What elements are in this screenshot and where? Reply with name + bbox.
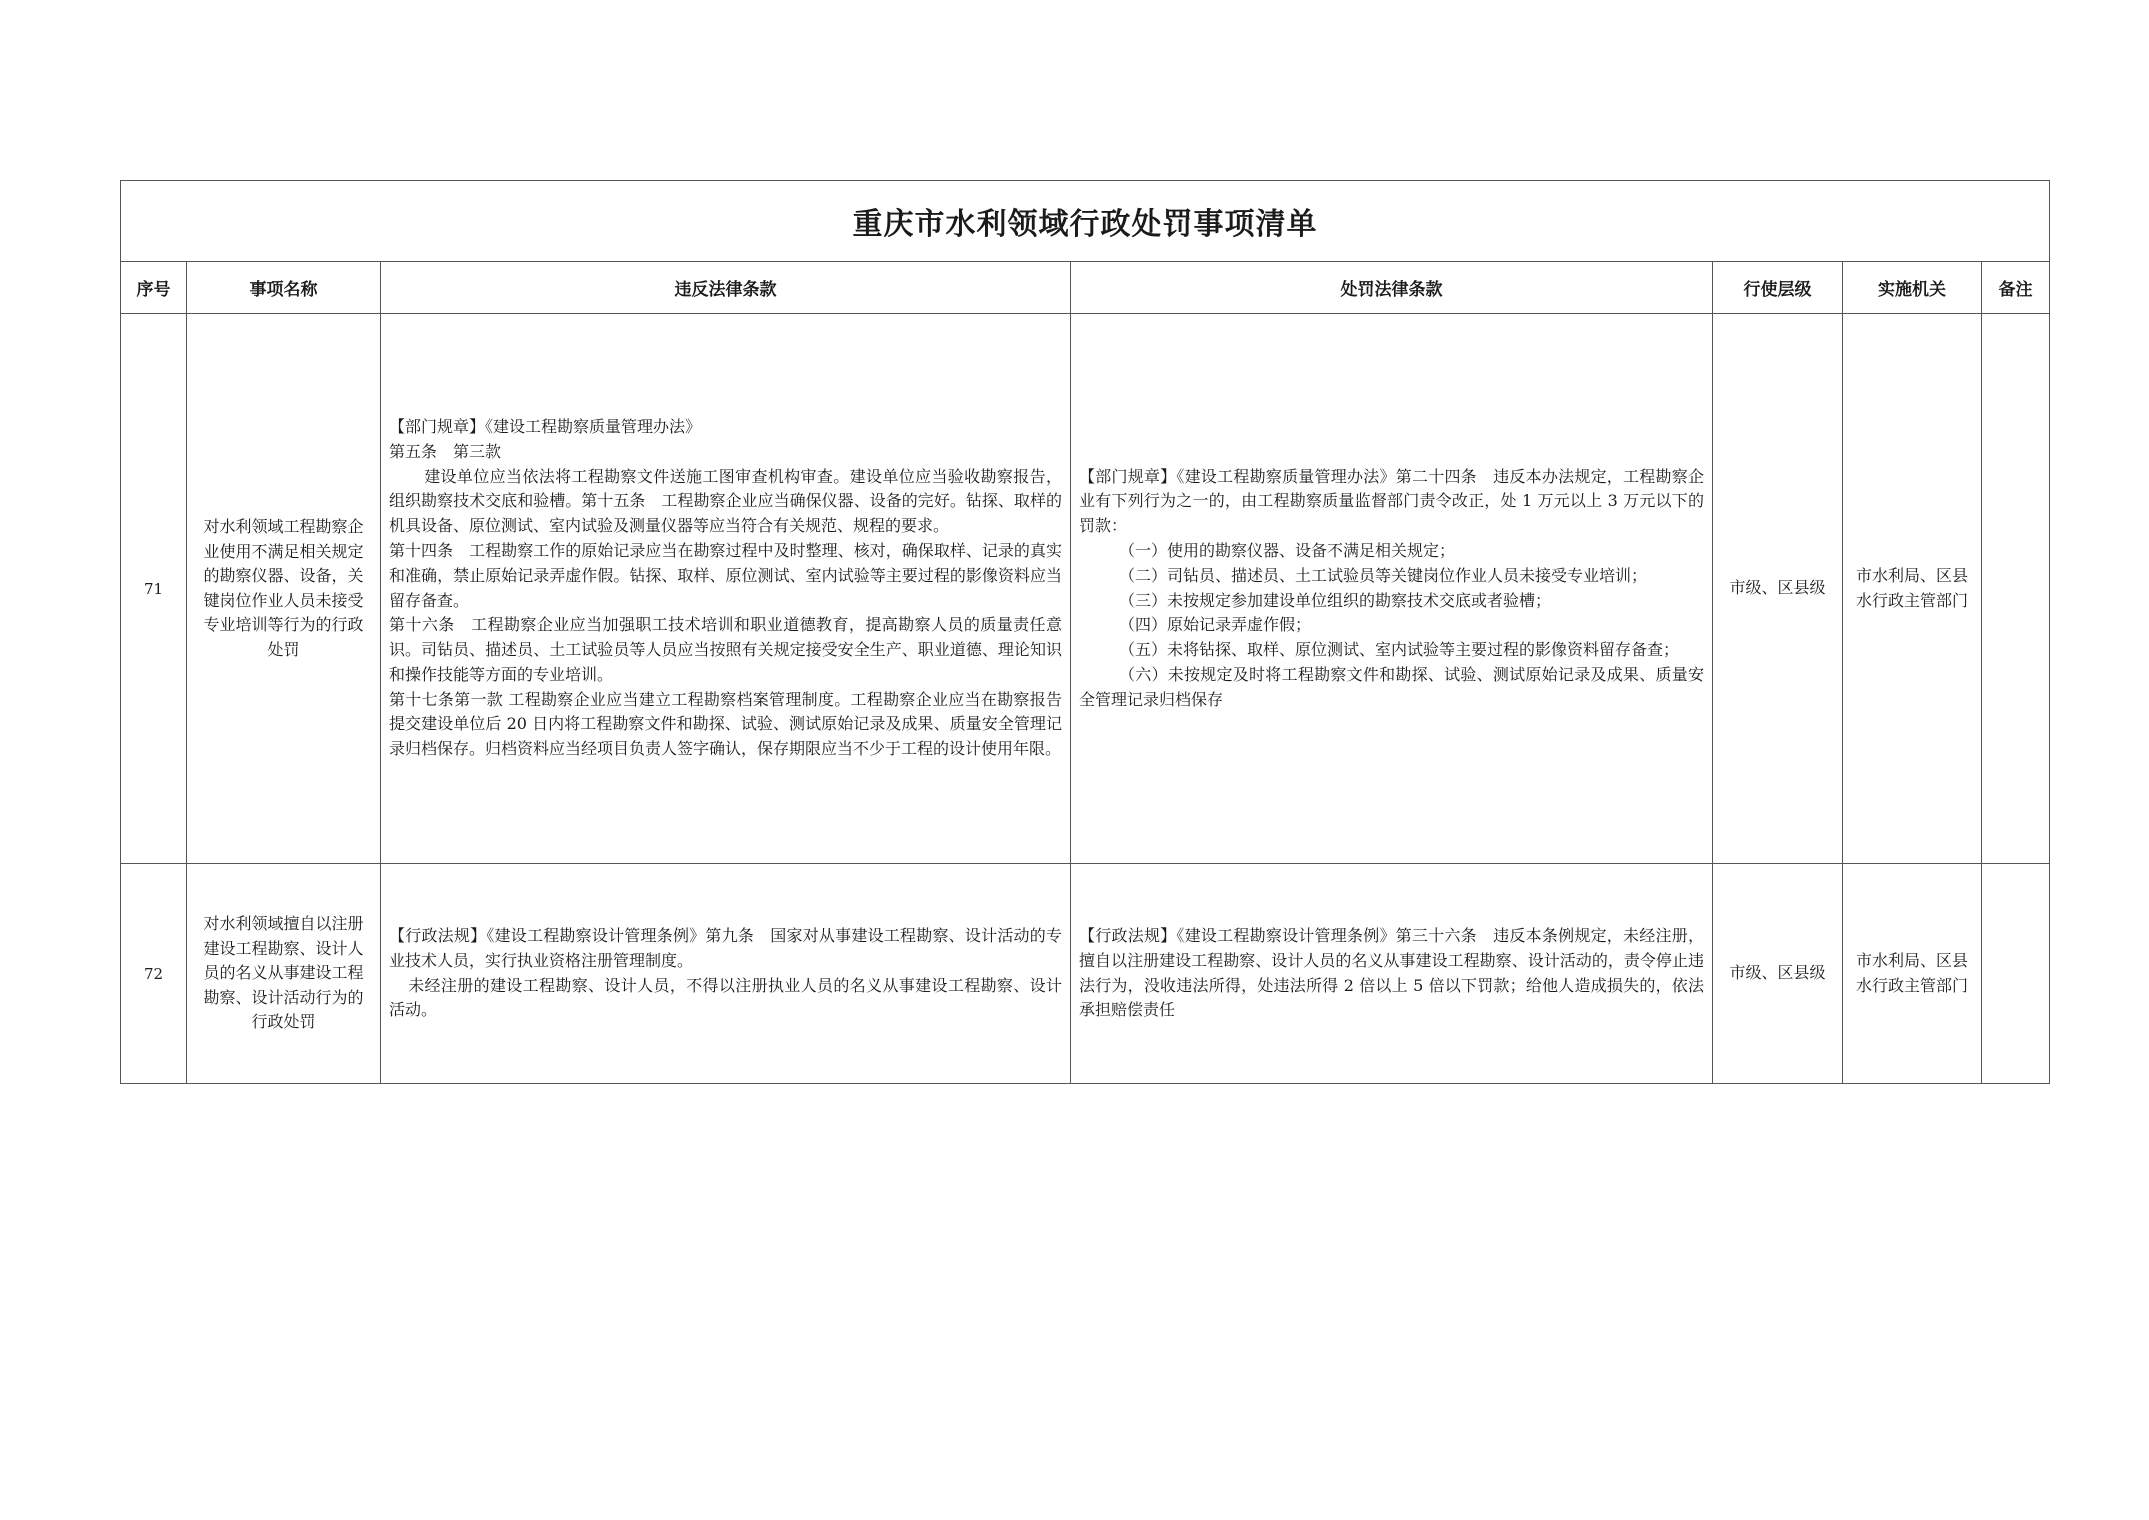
violation-paragraph: 【行政法规】《建设工程勘察设计管理条例》第九条 国家对从事建设工程勘察、设计活动的专业技术人员，实行执业资格注册管理制度。 (389, 925, 1062, 970)
violation-paragraph: 【部门规章】《建设工程勘察质量管理办法》 (389, 416, 702, 436)
row-penalty-text (1071, 864, 1713, 1084)
penalty-table (120, 180, 2050, 1084)
row-level: 市级、区县级 (1713, 314, 1843, 864)
header-row (121, 262, 2050, 314)
row-item-name: 对水利领域工程勘察企业使用不满足相关规定的勘察仪器、设备，关键岗位作业人员未接受专业培训等行为的行政处罚 (187, 314, 381, 864)
penalty-paragraph: （三）未按规定参加建设单位组织的勘察技术交底或者验槽； (1119, 590, 1552, 610)
row-agency: 市水利局、区县水行政主管部门 (1843, 314, 1982, 864)
row-penalty-text (1071, 314, 1713, 864)
violation-paragraph: 第十七条第一款 工程勘察企业应当建立工程勘察档案管理制度。工程勘察企业应当在勘察报告提交建设单位后 20 日内将工程勘察文件和勘探、试验、测试原始记录及成果、质量安全管理记录归档保存。归档资料应当经项目负责人签字确认，保存期限应当不少于工程的设计使用年限。 (389, 689, 1062, 759)
table-row (121, 314, 2050, 864)
row-seq: 71 (121, 314, 187, 864)
penalty-paragraph: （六）未按规定及时将工程勘察文件和勘探、试验、测试原始记录及成果、质量安全管理记录归档保存 (1079, 664, 1704, 709)
penalty-paragraph: 【部门规章】《建设工程勘察质量管理办法》第二十四条 违反本办法规定，工程勘察企业有下列行为之一的，由工程勘察质量监督部门责令改正，处 1 万元以上 3 万元以下的罚款： (1079, 466, 1704, 536)
header-penalty: 处罚法律条款 (1071, 262, 1713, 314)
header-seq: 序号 (121, 262, 187, 314)
header-level: 行使层级 (1713, 262, 1843, 314)
violation-paragraph: 第五条 第三款 (389, 441, 502, 461)
header-name: 事项名称 (187, 262, 381, 314)
violation-paragraph: 第十六条 工程勘察企业应当加强职工技术培训和职业道德教育，提高勘察人员的质量责任意识。司钻员、描述员、土工试验员等人员应当按照有关规定接受安全生产、职业道德、理论知识和操作技能等方面的专业培训。 (389, 615, 1062, 684)
penalty-paragraph: （一）使用的勘察仪器、设备不满足相关规定； (1119, 540, 1456, 560)
header-note: 备注 (1982, 262, 2050, 314)
violation-paragraph: 建设单位应当依法将工程勘察文件送施工图审查机构审查。建设单位应当验收勘察报告，组织勘察技术交底和验槽。第十五条 工程勘察企业应当确保仪器、设备的完好。钻探、取样的机具设备、原位测试、室内试验及测量仪器等应当符合有关规范、规程的要求。 (389, 466, 1062, 536)
row-note (1982, 314, 2050, 864)
header-violation: 违反法律条款 (381, 262, 1071, 314)
header-agency: 实施机关 (1843, 262, 1982, 314)
page-title: 重庆市水利领域行政处罚事项清单 (121, 181, 2050, 262)
penalty-paragraph: 【行政法规】《建设工程勘察设计管理条例》第三十六条 违反本条例规定，未经注册，擅自以注册建设工程勘察、设计人员的名义从事建设工程勘察、设计活动的，责令停止违法行为，没收违法所得，处违法所得 2 倍以上 5 倍以下罚款；给他人造成损失的，依法承担赔偿责任 (1079, 925, 1704, 1020)
penalty-paragraph: （二）司钻员、描述员、土工试验员等关键岗位作业人员未接受专业培训； (1119, 565, 1648, 585)
row-seq: 72 (121, 864, 187, 1084)
row-note (1982, 864, 2050, 1084)
table-row (121, 864, 2050, 1084)
row-violation-text (381, 314, 1071, 864)
violation-paragraph: 第十四条 工程勘察工作的原始记录应当在勘察过程中及时整理、核对，确保取样、记录的真实和准确，禁止原始记录弄虚作假。钻探、取样、原位测试、室内试验等主要过程的影像资料应当留存备查。 (389, 540, 1062, 610)
row-violation-text (381, 864, 1071, 1084)
row-level: 市级、区县级 (1713, 864, 1843, 1084)
row-agency: 市水利局、区县水行政主管部门 (1843, 864, 1982, 1084)
penalty-paragraph: （五）未将钻探、取样、原位测试、室内试验等主要过程的影像资料留存备查； (1119, 640, 1680, 660)
violation-paragraph: 未经注册的建设工程勘察、设计人员，不得以注册执业人员的名义从事建设工程勘察、设计活动。 (389, 975, 1062, 1020)
penalty-paragraph: （四）原始记录弄虚作假； (1119, 615, 1312, 635)
row-item-name: 对水利领域擅自以注册建设工程勘察、设计人员的名义从事建设工程勘察、设计活动行为的行政处罚 (187, 864, 381, 1084)
